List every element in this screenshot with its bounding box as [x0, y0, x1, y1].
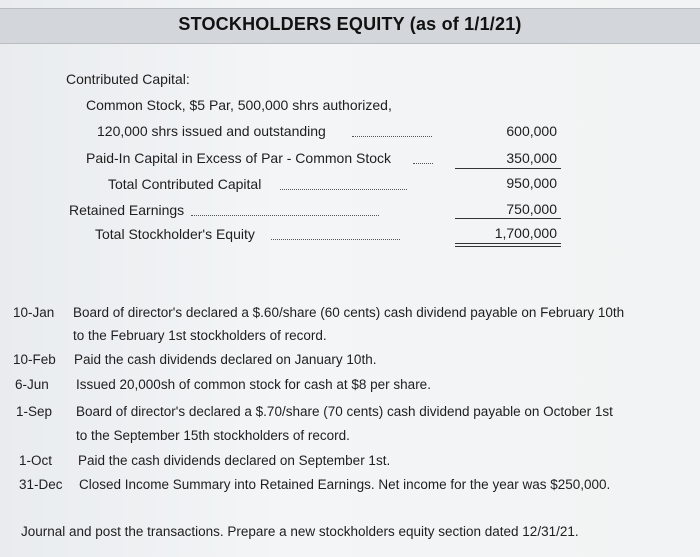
dotted-leader	[413, 163, 433, 164]
transaction-description: Paid the cash dividends declared on September 1st.	[78, 453, 391, 468]
dotted-leader	[352, 136, 432, 137]
retained-earnings-value: 750,000	[506, 201, 557, 217]
total-equity-value: 1,700,000	[494, 225, 557, 241]
transaction-description: Issued 20,000sh of common stock for cash at $8 per share.	[76, 377, 431, 392]
dotted-leader	[271, 239, 400, 240]
transaction-description-cont: to the September 15th stockholders of record.	[76, 428, 350, 443]
retained-earnings-label: Retained Earnings	[69, 202, 185, 218]
total-contributed-value: 950,000	[506, 175, 557, 191]
double-rule-top	[455, 243, 561, 244]
transaction-description: Board of director's declared a $.70/share (70 cents) cash dividend payable on October 1st	[76, 404, 613, 419]
subtotal-rule	[455, 218, 561, 219]
transaction-date: 6-Jun	[15, 377, 49, 392]
page-title: STOCKHOLDERS EQUITY (as of 1/1/21)	[178, 14, 522, 34]
transaction-date: 31-Dec	[19, 477, 63, 492]
dotted-leader	[280, 189, 407, 190]
subtotal-rule	[455, 168, 561, 169]
common-stock-line2: 120,000 shrs issued and outstanding	[97, 123, 326, 139]
contributed-capital-label: Contributed Capital:	[66, 71, 190, 87]
transaction-date: 1-Sep	[16, 404, 53, 419]
total-equity-label: Total Stockholder's Equity	[95, 226, 255, 242]
total-contributed-label: Total Contributed Capital	[108, 176, 262, 192]
dotted-leader	[191, 215, 379, 216]
paid-in-capital-label: Paid-In Capital in Excess of Par - Common Stock	[86, 150, 392, 166]
common-stock-line1: Common Stock, $5 Par, 500,000 shrs authorized,	[86, 97, 392, 113]
transaction-description: Board of director's declared a $.60/share (60 cents) cash dividend payable on February 10th	[73, 305, 625, 320]
transaction-description-cont: to the February 1st stockholders of record.	[73, 328, 327, 343]
transaction-date: 10-Feb	[13, 352, 56, 367]
transaction-date: 10-Jan	[13, 305, 55, 320]
instructions-text: Journal and post the transactions. Prepare a new stockholders equity section dated 12/31/21.	[21, 524, 579, 539]
double-rule-bottom	[455, 246, 561, 247]
common-stock-value: 600,000	[506, 123, 557, 139]
transaction-description: Closed Income Summary into Retained Earnings. Net income for the year was $250,000.	[79, 477, 611, 492]
transaction-description: Paid the cash dividends declared on January 10th.	[74, 352, 377, 367]
paid-in-capital-value: 350,000	[506, 150, 557, 166]
transaction-date: 1-Oct	[19, 453, 53, 468]
